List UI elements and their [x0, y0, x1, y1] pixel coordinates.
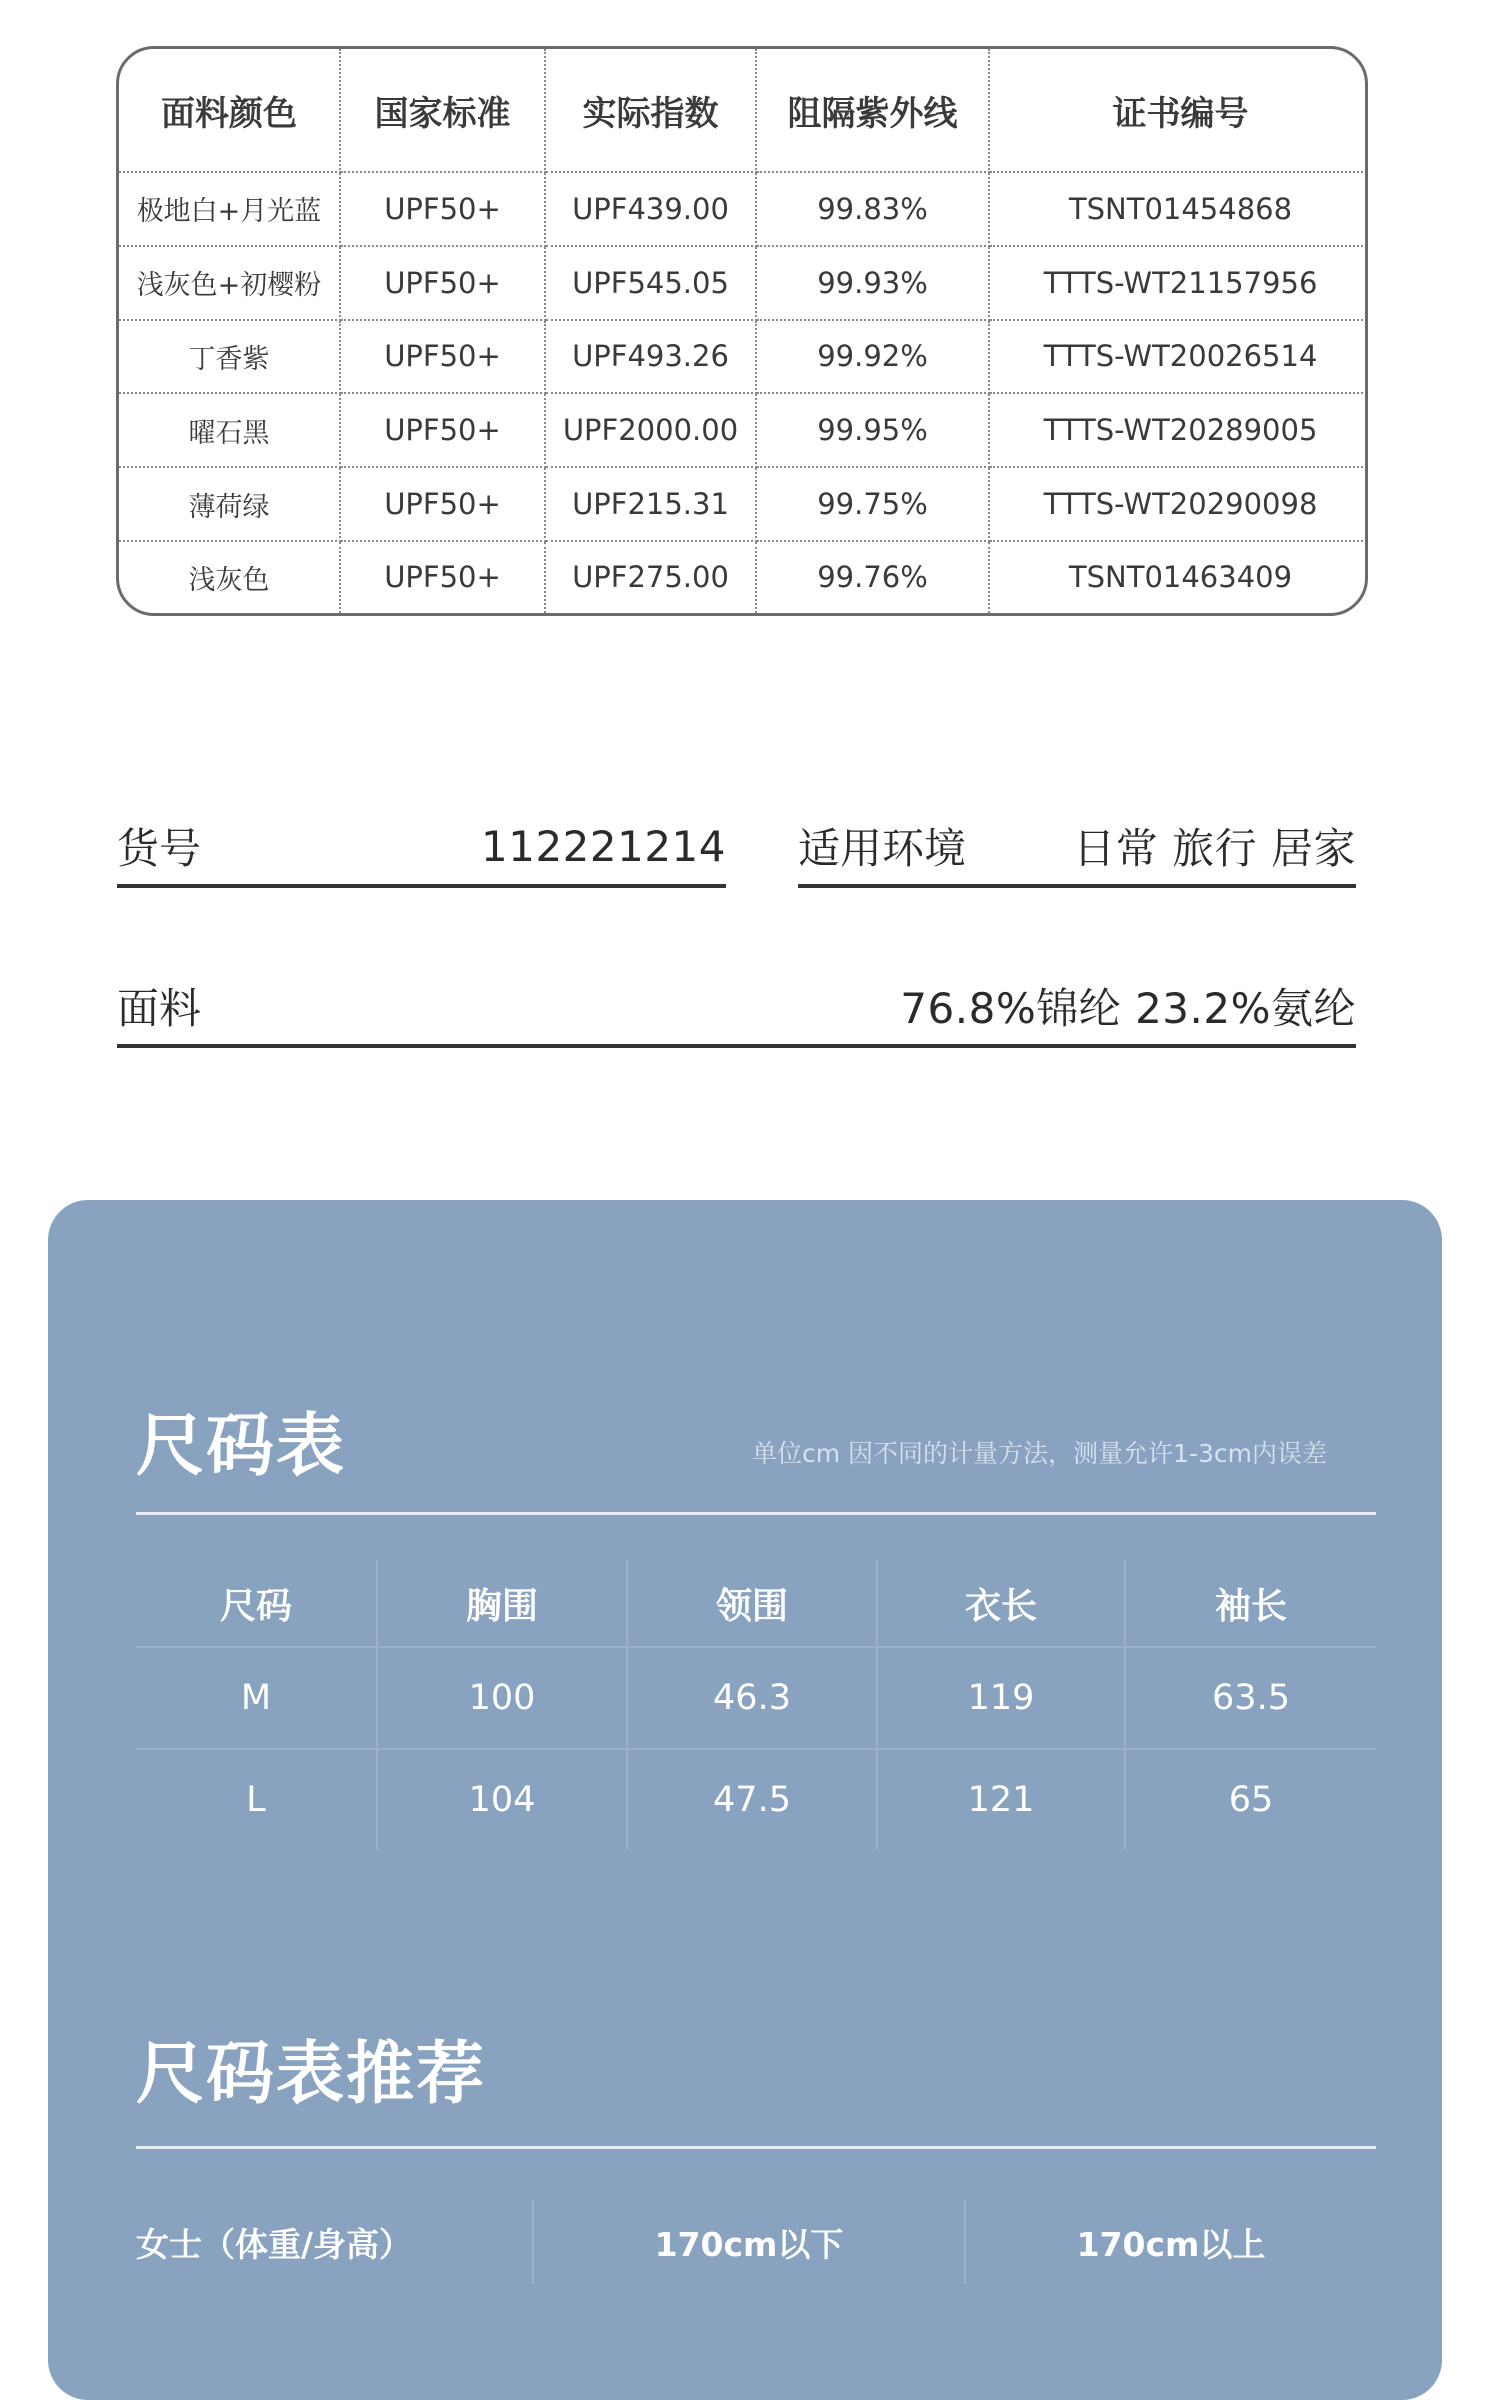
- size-cell-chest: 104: [377, 1749, 627, 1850]
- table-row: [136, 2200, 1376, 2284]
- table-row: [119, 467, 1368, 541]
- spec-item-no: [117, 808, 726, 888]
- spec-fabric-label: 面料: [117, 984, 202, 1033]
- table-row: [136, 1647, 1376, 1749]
- size-header-sleeve: 袖长: [1125, 1560, 1376, 1647]
- table-row: [119, 393, 1368, 467]
- table-row: [136, 1749, 1376, 1850]
- table-row: [119, 541, 1368, 613]
- upf-cell-standard: UPF50+: [340, 172, 545, 246]
- size-header-length: 衣长: [877, 1560, 1125, 1647]
- table-row: [119, 172, 1368, 246]
- upf-cell-uv-block: 99.95%: [756, 393, 989, 467]
- upf-cell-uv-block: 99.76%: [756, 541, 989, 613]
- recommend-cell-category: 女士（体重/身高）: [136, 2200, 533, 2284]
- upf-table: [119, 49, 1368, 613]
- upf-header-cert: 证书编号: [989, 49, 1368, 172]
- upf-cell-standard: UPF50+: [340, 541, 545, 613]
- size-cell-size: M: [136, 1647, 377, 1749]
- size-header-row: [136, 1560, 1376, 1647]
- upf-header-uv-block: 阻隔紫外线: [756, 49, 989, 172]
- spec-fabric-value: 76.8%锦纶 23.2%氨纶: [900, 984, 1356, 1033]
- size-chart-note: 单位cm 因不同的计量方法，测量允许1-3cm内误差: [752, 1439, 1327, 1468]
- upf-cell-standard: UPF50+: [340, 467, 545, 541]
- table-row: [119, 320, 1368, 394]
- upf-cell-uv-block: 99.92%: [756, 320, 989, 394]
- upf-cell-uv-block: 99.93%: [756, 246, 989, 320]
- size-header-size: 尺码: [136, 1560, 377, 1647]
- upf-cell-color: 薄荷绿: [119, 467, 340, 541]
- upf-cell-uv-block: 99.75%: [756, 467, 989, 541]
- upf-cell-index: UPF439.00: [545, 172, 756, 246]
- size-cell-neck: 47.5: [627, 1749, 877, 1850]
- spec-environment: [798, 808, 1356, 888]
- size-table: [136, 1560, 1376, 1850]
- upf-cell-cert: TSNT01454868: [989, 172, 1368, 246]
- upf-header-color: 面料颜色: [119, 49, 340, 172]
- upf-header-index: 实际指数: [545, 49, 756, 172]
- size-cell-chest: 100: [377, 1647, 627, 1749]
- recommend-divider: [136, 2146, 1376, 2149]
- upf-cell-index: UPF493.26: [545, 320, 756, 394]
- upf-cell-standard: UPF50+: [340, 320, 545, 394]
- table-row: [119, 246, 1368, 320]
- size-cell-size: L: [136, 1749, 377, 1850]
- recommend-cell-above: 170cm以上: [1076, 2224, 1266, 2264]
- upf-cell-index: UPF215.31: [545, 467, 756, 541]
- upf-cell-cert: TTTS-WT20289005: [989, 393, 1368, 467]
- upf-cell-index: UPF275.00: [545, 541, 756, 613]
- upf-cell-uv-block: 99.83%: [756, 172, 989, 246]
- size-cell-sleeve: 65: [1228, 1780, 1274, 1820]
- upf-cell-cert: TTTS-WT20290098: [989, 467, 1368, 541]
- recommend-cell-below: 170cm以下: [533, 2200, 965, 2284]
- spec-environment-value: 日常 旅行 居家: [1073, 824, 1356, 873]
- upf-cell-cert: TSNT01463409: [1068, 560, 1293, 595]
- size-cell-length: 119: [877, 1647, 1125, 1749]
- upf-cell-cert: TTTS-WT21157956: [989, 246, 1368, 320]
- spec-fabric: [117, 968, 1356, 1048]
- size-chart-title: 尺码表: [136, 1407, 347, 1486]
- upf-cell-standard: UPF50+: [340, 246, 545, 320]
- recommend-title: 尺码表推荐: [136, 2035, 487, 2114]
- upf-cell-index: UPF2000.00: [545, 393, 756, 467]
- upf-header-standard: 国家标准: [340, 49, 545, 172]
- upf-header-row: [119, 49, 1368, 172]
- spec-environment-label: 适用环境: [798, 824, 967, 873]
- size-header-chest: 胸围: [377, 1560, 627, 1647]
- upf-cell-color: 浅灰色+初樱粉: [119, 246, 340, 320]
- upf-cell-color: 极地白+月光蓝: [119, 172, 340, 246]
- upf-cell-standard: UPF50+: [340, 393, 545, 467]
- upf-cell-color: 丁香紫: [119, 320, 340, 394]
- size-chart-divider: [136, 1512, 1376, 1515]
- upf-cell-index: UPF545.05: [545, 246, 756, 320]
- upf-cell-cert: TTTS-WT20026514: [989, 320, 1368, 394]
- upf-table-card: [116, 46, 1368, 616]
- spec-item-no-label: 货号: [117, 824, 202, 873]
- size-cell-length: 121: [877, 1749, 1125, 1850]
- upf-cell-color: 浅灰色: [119, 541, 340, 613]
- size-cell-neck: 46.3: [627, 1647, 877, 1749]
- size-cell-sleeve: 63.5: [1125, 1647, 1376, 1749]
- spec-item-no-value: 112221214: [481, 821, 726, 871]
- size-header-neck: 领围: [627, 1560, 877, 1647]
- recommend-table: [136, 2200, 1376, 2284]
- upf-cell-color: 曜石黑: [119, 393, 340, 467]
